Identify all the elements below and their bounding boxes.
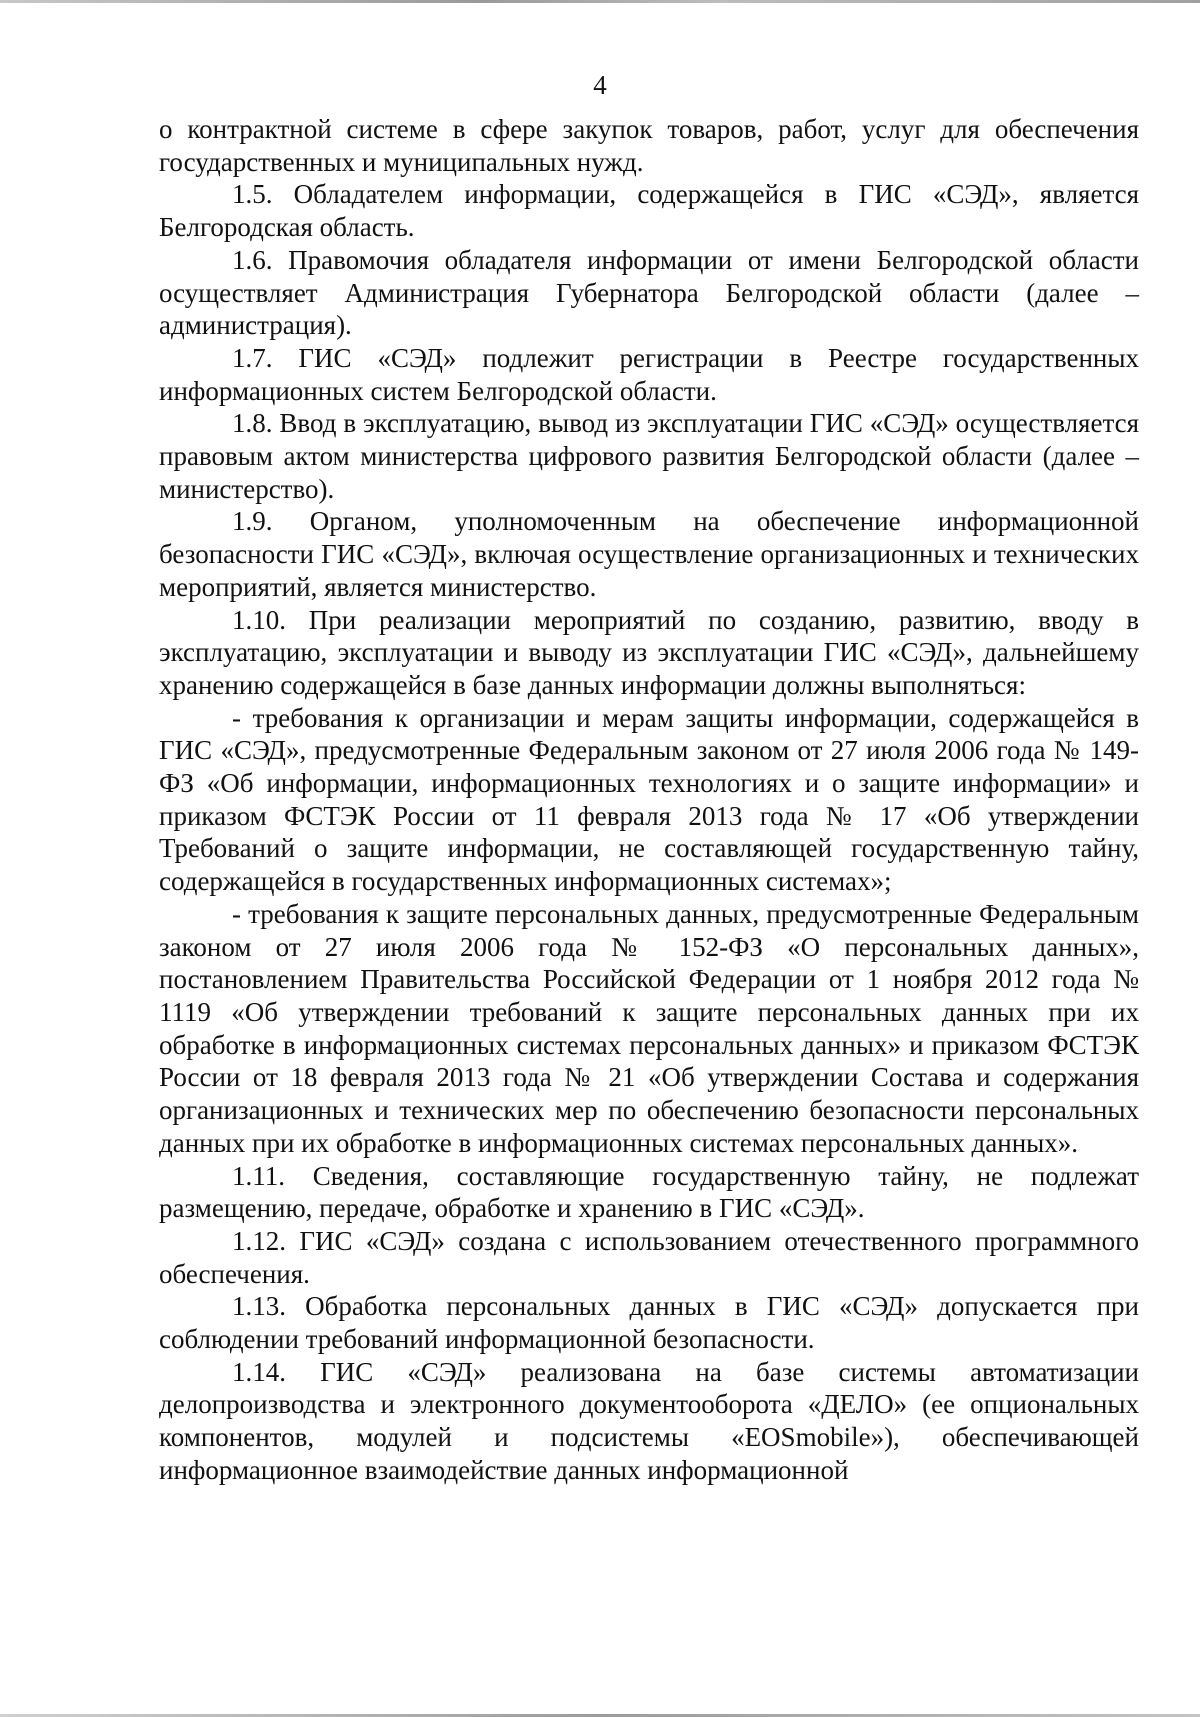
- paragraph-1-6: 1.6. Правомочия обладателя информации от имени Белгородской области осуществляет Администрация Губернатора Белгородской области (далее – администрация).: [159, 244, 1139, 341]
- paragraph-1-10: 1.10. При реализации мероприятий по созданию, развитию, вводу в эксплуатацию, эксплуатации и выводу из эксплуатации ГИС «СЭД», дальнейшему хранению содержащейся в базе данных информации должны выполняться:: [159, 604, 1139, 700]
- list-item-information-protection: - требования к организации и мерам защиты информации, содержащейся в ГИС «СЭД», предусмотренные Федеральным законом от 27 июля 2006 года № 149-ФЗ «Об информации, информационных технологиях и о защите информации» и приказом ФСТЭК России от 11 февраля 2013 года № 17 «Об утверждении Требований о защите информации, не составляющей государственную тайну, содержащейся в государственных информационных системах»;: [159, 702, 1139, 897]
- paragraph-1-5: 1.5. Обладателем информации, содержащейся в ГИС «СЭД», является Белгородская область.: [159, 179, 1139, 243]
- scan-edge-top: [0, 0, 1200, 3]
- document-body: [159, 113, 1139, 1487]
- paragraph-1-12: 1.12. ГИС «СЭД» создана с использованием отечественного программного обеспечения.: [159, 1225, 1139, 1289]
- paragraph-1-8: 1.8. Ввод в эксплуатацию, вывод из эксплуатации ГИС «СЭД» осуществляется правовым актом министерства цифрового развития Белгородской области (далее – министерство).: [159, 408, 1139, 504]
- page-number: 4: [593, 70, 607, 100]
- paragraph-1-13: 1.13. Обработка персональных данных в ГИС «СЭД» допускается при соблюдении требований информационной безопасности.: [159, 1291, 1139, 1355]
- paragraph-1-11: 1.11. Сведения, составляющие государственную тайну, не подлежат размещению, передаче, обработке и хранению в ГИС «СЭД».: [159, 1160, 1139, 1224]
- list-item-personal-data-protection: - требования к защите персональных данных, предусмотренные Федеральным законом от 27 июля 2006 года № 152-ФЗ «О персональных данных», постановлением Правительства Российской Федерации от 1 ноября 2012 года № 1119 «Об утверждении требований к защите персональных данных при их обработке в информационных системах персональных данных» и приказом ФСТЭК России от 18 февраля 2013 года № 21 «Об утверждении Состава и содержания организационных и технических мер по обеспечению безопасности персональных данных при их обработке в информационных системах персональных данных».: [159, 898, 1139, 1158]
- paragraph-1-7: 1.7. ГИС «СЭД» подлежит регистрации в Реестре государственных информационных систем Белгородской области.: [159, 342, 1139, 406]
- paragraph-continuation: о контрактной системе в сфере закупок товаров, работ, услуг для обеспечения государственных и муниципальных нужд.: [159, 114, 1139, 177]
- paragraph-1-14: 1.14. ГИС «СЭД» реализована на базе системы автоматизации делопроизводства и электронного документооборота «ДЕЛО» (ее опциональных компонентов, модулей и подсистемы «EOSmobile»), обеспечивающей информационное взаимодействие данных информационной: [159, 1356, 1139, 1485]
- paragraph-1-9: 1.9. Органом, уполномоченным на обеспечение информационной безопасности ГИС «СЭД», включая осуществление организационных и технических мероприятий, является министерство.: [159, 506, 1139, 602]
